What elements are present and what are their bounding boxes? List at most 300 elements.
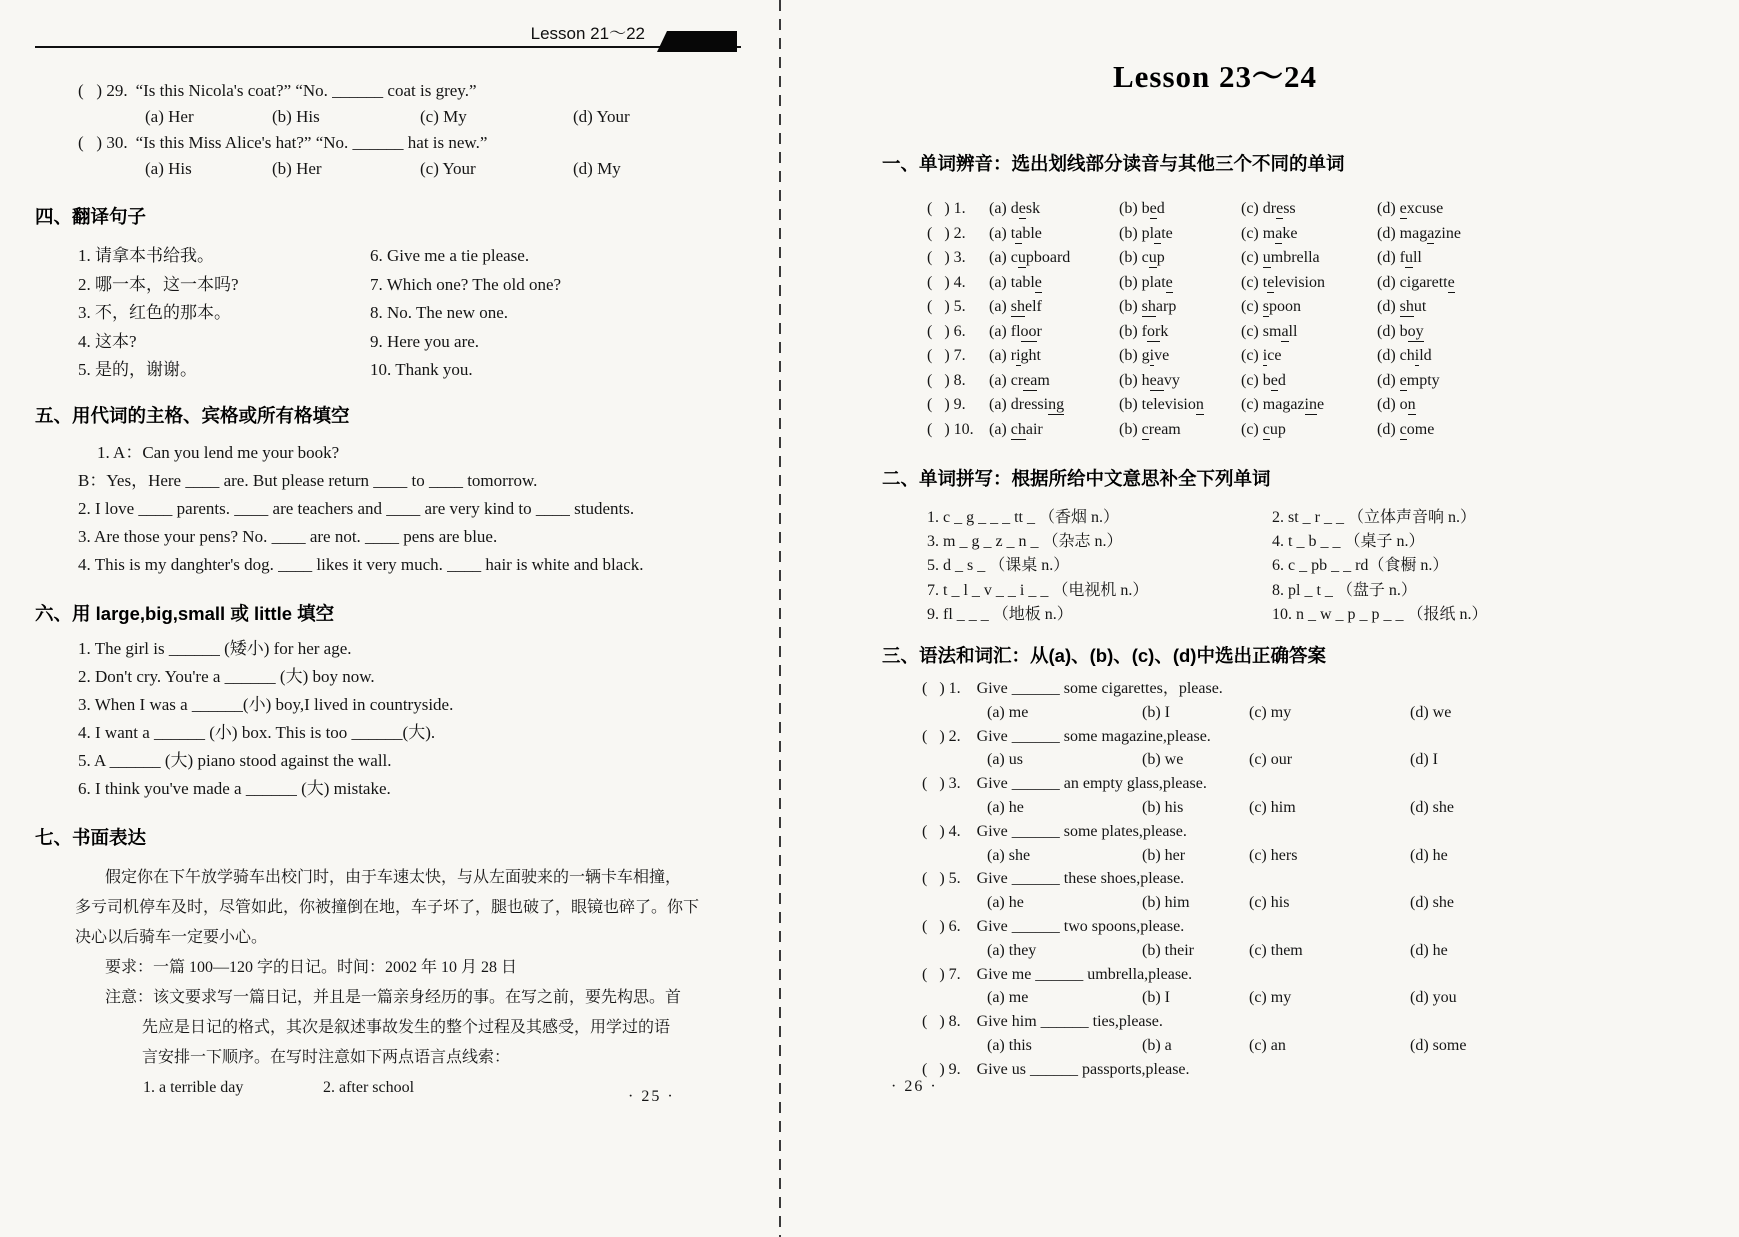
word-underlined-part: a <box>1427 224 1435 242</box>
word-pre: tabl <box>1010 273 1035 291</box>
word-underlined-part: u <box>1148 249 1157 266</box>
page-number-right: · 26 · <box>891 1078 938 1095</box>
grammar-question-stem <box>882 915 1730 939</box>
option-label: (b) <box>1119 249 1138 266</box>
option-a <box>989 369 1119 394</box>
answer-blank-parens: ( ) 7. <box>922 965 961 983</box>
word-pre: f <box>1141 322 1147 340</box>
grammar-question-stem <box>882 1058 1730 1082</box>
mc-options-row <box>35 156 741 182</box>
word-post: k <box>1160 322 1169 340</box>
word-underlined-part: ng <box>1048 396 1065 413</box>
section-title-writing: 七、书面表达 <box>35 826 147 848</box>
option-c: (c) hers <box>1249 846 1298 864</box>
word-post: ke <box>1282 224 1298 242</box>
grammar-options-row <box>882 986 1730 1010</box>
grammar-question-stem <box>882 772 1730 796</box>
option-label: (d) <box>1377 249 1396 266</box>
word-post: r <box>1036 322 1042 340</box>
right-page <box>882 55 1730 1082</box>
option-label: (c) <box>1241 200 1259 217</box>
word-pre: m <box>1262 224 1276 242</box>
option-b: (b) I <box>1142 703 1170 721</box>
translation-item-right: 8. No. The new one. <box>370 303 509 322</box>
answer-blank-parens: ( ) 9. <box>927 396 966 413</box>
grammar-question-list <box>882 677 1730 1082</box>
spelling-item-left: 9. fl _ _ _ （地板 n.） <box>927 605 1073 623</box>
grammar-question <box>882 1058 1730 1082</box>
word-underlined-part: u <box>1404 249 1413 266</box>
multiple-choice-block <box>35 78 741 182</box>
spelling-item-right: 4. t _ b _ _ （桌子 n.） <box>1272 533 1425 551</box>
option-a <box>989 295 1119 320</box>
option-label: (b) <box>1119 273 1138 291</box>
translation-item-left: 3. 不，红色的那本。 <box>78 303 231 322</box>
grammar-stem-text: Give ______ some plates,please. <box>976 822 1187 840</box>
spelling-item-right: 10. n _ w _ p _ p _ _ （报纸 n.） <box>1272 605 1488 623</box>
word-post: air <box>1025 420 1043 438</box>
word-underlined-part: i <box>1414 347 1420 364</box>
option-d <box>1377 320 1730 345</box>
translation-item-left: 1. 请拿本书给我。 <box>78 246 214 265</box>
option-a: (a) they <box>987 941 1037 959</box>
option-c: (c) our <box>1249 751 1293 769</box>
mc-question-stem <box>35 78 741 104</box>
option-c <box>1241 418 1377 443</box>
writing-task <box>35 863 741 1103</box>
option-c <box>1241 369 1377 394</box>
word-post: d <box>1277 371 1286 389</box>
translation-row <box>35 271 741 300</box>
word-pre: mag <box>1399 224 1428 242</box>
answer-blank-parens: ( ) 2. <box>922 727 961 745</box>
word-pre: t <box>1262 273 1268 291</box>
translation-list <box>35 242 741 385</box>
grammar-stem-text: Give ______ two spoons,please. <box>976 917 1185 935</box>
option-c <box>1241 271 1377 296</box>
translation-row <box>35 299 741 328</box>
grammar-options-row <box>882 844 1730 868</box>
spelling-item-left: 3. m _ g _ z _ n _ （杂志 n.） <box>927 533 1123 551</box>
spelling-item-left: 5. d _ s _ （课桌 n.） <box>927 557 1070 575</box>
word-underlined-part: a <box>1015 224 1023 242</box>
word-underlined-part: e <box>1270 371 1278 389</box>
page-title-lesson: Lesson 23～24 <box>1112 59 1318 94</box>
writing-note-line: 注意：该文要求写一篇日记，并且是一篇亲身经历的事。在写之前，要先构思。首 <box>105 988 682 1006</box>
section-title-phonetics: 一、单词辨音：选出划线部分读音与其他三个不同的单词 <box>882 153 1345 174</box>
fill-blank-line: 4. I want a ______ (小) box. This is too ______(大). <box>78 722 436 742</box>
fill-blank-line: 3. Are those your pens? No. ____ are not. ____ pens are blue. <box>78 526 498 546</box>
word-underlined-part: a <box>1275 224 1283 242</box>
option-a: (a) Her <box>145 107 194 126</box>
grammar-stem-text: Give ______ an empty glass,please. <box>976 775 1207 793</box>
option-label: (c) <box>1241 371 1259 389</box>
option-d <box>1377 222 1730 247</box>
answer-blank-parens: ( ) 4. <box>922 822 961 840</box>
left-page <box>35 18 741 1103</box>
word-pre: f <box>1399 249 1405 266</box>
option-c <box>1241 295 1377 320</box>
grammar-options-row <box>882 748 1730 772</box>
option-d: (d) Your <box>573 107 630 126</box>
spelling-item-right: 8. pl _ t _ （盘子 n.） <box>1272 581 1417 599</box>
option-label: (c) <box>1241 224 1259 242</box>
word-post: ve <box>1154 347 1170 364</box>
option-a <box>989 320 1119 345</box>
grammar-options-row <box>882 939 1730 963</box>
word-pre: b <box>1399 322 1408 340</box>
word-pre: magaz <box>1262 396 1305 413</box>
option-b: (b) I <box>1142 989 1170 1007</box>
fill-blank-line: 5. A ______ (大) piano stood against the wall. <box>78 750 392 770</box>
word-underlined-part: i <box>1262 347 1268 364</box>
option-b: (b) his <box>1142 799 1184 816</box>
word-underlined-part: ea <box>1023 371 1038 389</box>
word-post: mbrella <box>1270 249 1320 266</box>
option-b: (b) her <box>1142 846 1186 864</box>
word-underlined-part: e <box>1276 200 1284 217</box>
writing-note-line: 言安排一下顺序。在写时注意如下两点语言点线索： <box>142 1048 511 1066</box>
spelling-row <box>882 579 1730 603</box>
word-underlined-part: i <box>1016 347 1021 364</box>
word-underlined-part: e <box>1018 200 1026 217</box>
answer-blank-parens: ( ) 8. <box>927 371 966 389</box>
option-d <box>1377 197 1730 222</box>
grammar-stem-text: Give ______ some magazine,please. <box>976 727 1211 745</box>
option-label: (a) <box>989 249 1007 266</box>
option-label: (b) <box>1119 347 1138 364</box>
fill-blank-line: B：Yes，Here ____ are. But please return ____ to ____ tomorrow. <box>78 470 538 490</box>
left-page-header <box>35 18 741 48</box>
option-label: (a) <box>989 371 1007 389</box>
word-post: p <box>1156 249 1165 266</box>
word-post: m <box>1037 371 1050 389</box>
option-label: (c) <box>1241 249 1259 266</box>
word-underlined-part: sh <box>1399 298 1414 315</box>
word-underlined-part: e <box>1165 273 1173 291</box>
fill-blank-line: 1. The girl is ______ (矮小) for her age. <box>78 638 352 658</box>
word-post: ome <box>1406 420 1435 438</box>
grammar-question <box>882 772 1730 820</box>
phonetics-row <box>882 344 1730 369</box>
mc-options-row <box>35 104 741 130</box>
word-underlined-part: oy <box>1407 322 1424 340</box>
option-a: (a) us <box>987 751 1023 769</box>
word-pre: h <box>1141 371 1150 389</box>
option-a: (a) she <box>987 846 1031 864</box>
answer-blank-parens: ( ) 9. <box>922 1060 961 1078</box>
option-b: (b) him <box>1142 894 1190 912</box>
word-underlined-part: u <box>1262 249 1271 266</box>
phonetics-row <box>882 369 1730 394</box>
option-label: (d) <box>1377 420 1396 438</box>
fill-blank-line: 6. I think you've made a ______ (大) mistake. <box>78 778 391 798</box>
option-b <box>1119 271 1241 296</box>
writing-para-line: 多亏司机停车及时，尽管如此，你被撞倒在地，车子坏了，腿也破了，眼镜也碎了。你下 <box>75 898 700 916</box>
phonetics-row <box>882 320 1730 345</box>
option-label: (d) <box>1377 273 1396 291</box>
option-a: (a) me <box>987 703 1029 721</box>
option-c: (c) my <box>1249 989 1292 1007</box>
option-label: (c) <box>1241 298 1259 315</box>
option-b: (b) Her <box>272 159 322 178</box>
answer-blank-parens: ( ) 2. <box>927 224 966 242</box>
word-underlined-part: c <box>1262 420 1270 438</box>
word-underlined-part: e <box>1399 200 1407 217</box>
answer-blank-parens: ( ) 1. <box>927 200 966 217</box>
option-a: (a) this <box>987 1036 1032 1054</box>
option-label: (a) <box>989 322 1007 340</box>
option-a <box>989 271 1119 296</box>
answer-blank-parens: ( ) 1. <box>922 680 961 698</box>
option-d <box>1377 271 1730 296</box>
answer-blank-parens: ( ) 10. <box>927 420 974 438</box>
option-c: (c) Your <box>420 159 476 178</box>
option-label: (a) <box>989 298 1007 315</box>
option-label: (b) <box>1119 420 1138 438</box>
word-underlined-part: or <box>1146 322 1161 340</box>
option-b <box>1119 418 1241 443</box>
phonetics-row <box>882 418 1730 443</box>
word-pre: t <box>1010 224 1016 242</box>
running-head-lesson: Lesson 21～22 <box>530 24 645 43</box>
option-c: (c) them <box>1249 941 1303 959</box>
section-title-translate: 四、翻译句子 <box>35 206 147 227</box>
spelling-list <box>882 506 1730 627</box>
spelling-row <box>882 506 1730 530</box>
word-post: up <box>1269 420 1286 438</box>
translation-row <box>35 242 741 271</box>
phonetics-row <box>882 222 1730 247</box>
writing-para-line: 决心以后骑车一定要小心。 <box>75 928 268 946</box>
grammar-question-stem <box>882 1010 1730 1034</box>
option-c <box>1241 246 1377 271</box>
word-post: zine <box>1434 224 1461 242</box>
spelling-row <box>882 554 1730 578</box>
phonetics-row <box>882 393 1730 418</box>
option-d: (d) My <box>573 159 621 178</box>
writing-para-line: 假定你在下午放学骑车出校门时，由于车速太快，与从左面驶来的一辆卡车相撞， <box>105 868 682 886</box>
option-b <box>1119 295 1241 320</box>
word-underlined-part: sh <box>1010 298 1025 315</box>
option-label: (a) <box>989 273 1007 291</box>
option-a <box>989 246 1119 271</box>
word-pre: ch <box>1399 347 1415 364</box>
grammar-question-stem <box>882 820 1730 844</box>
option-d: (d) he <box>1410 846 1448 864</box>
option-label: (a) <box>989 224 1007 242</box>
option-label: (b) <box>1119 200 1138 217</box>
section-title-grammar: 三、语法和词汇：从(a)、(b)、(c)、(d)中选出正确答案 <box>882 645 1326 667</box>
word-underlined-part: a <box>1281 322 1289 340</box>
word-post: xcuse <box>1406 200 1444 217</box>
grammar-stem-text: Give him ______ ties,please. <box>976 1013 1163 1031</box>
answer-blank-parens: ( ) 5. <box>927 298 966 315</box>
writing-hint-2: 2. after school <box>323 1078 415 1096</box>
option-d <box>1377 418 1730 443</box>
option-a <box>989 222 1119 247</box>
option-d: (d) some <box>1410 1036 1467 1054</box>
grammar-question-stem <box>882 677 1730 701</box>
word-pre: dressi <box>1010 396 1049 413</box>
mc-stem-text: “Is this Nicola's coat?” “No. ______ coat is grey.” <box>135 81 477 100</box>
option-d <box>1377 369 1730 394</box>
spelling-item-right: 2. st _ r _ _ （立体声音响 n.） <box>1272 509 1477 526</box>
writing-hint-1: 1. a terrible day <box>143 1078 244 1096</box>
phonetics-row <box>882 197 1730 222</box>
word-pre: televisio <box>1141 396 1196 413</box>
word-underlined-part: u <box>1017 249 1026 266</box>
word-underlined-part: in <box>1304 396 1317 413</box>
option-label: (d) <box>1377 371 1396 389</box>
word-underlined-part: e <box>1399 371 1407 389</box>
word-underlined-part: e <box>1447 273 1455 291</box>
grammar-question <box>882 915 1730 963</box>
answer-blank-parens: ( ) 30. <box>78 133 128 152</box>
word-underlined-part: c <box>1399 420 1407 438</box>
pronoun-fill-list <box>35 439 741 579</box>
option-d: (d) I <box>1410 751 1438 769</box>
grammar-question-stem <box>882 963 1730 987</box>
option-label: (a) <box>989 347 1007 364</box>
option-c <box>1241 344 1377 369</box>
option-label: (c) <box>1241 322 1259 340</box>
answer-blank-parens: ( ) 29. <box>78 81 128 100</box>
section-title-pronouns: 五、用代词的主格、宾格或所有格填空 <box>35 404 350 426</box>
word-pre: sm <box>1262 322 1282 340</box>
word-pre: dr <box>1262 200 1277 217</box>
option-c <box>1241 393 1377 418</box>
answer-blank-parens: ( ) 4. <box>927 273 966 291</box>
word-pre: r <box>1010 347 1017 364</box>
phonetics-table <box>882 197 1730 442</box>
word-pre: cigarett <box>1399 273 1448 291</box>
word-underlined-part: sh <box>1141 298 1156 315</box>
option-label: (b) <box>1119 224 1138 242</box>
writing-requirement: 要求：一篇 100—120 字的日记。时间：2002 年 10 月 28 日 <box>105 958 518 976</box>
option-c: (c) an <box>1249 1036 1286 1054</box>
option-b: (b) their <box>1142 941 1194 959</box>
mc-question <box>35 78 741 130</box>
option-c <box>1241 222 1377 247</box>
mc-question-stem <box>35 130 741 156</box>
option-b <box>1119 344 1241 369</box>
answer-blank-parens: ( ) 3. <box>927 249 966 266</box>
word-pre: b <box>1141 200 1150 217</box>
word-underlined-part: e <box>1267 273 1275 291</box>
spelling-item-left: 7. t _ l _ v _ _ i _ _ （电视机 n.） <box>927 581 1149 599</box>
option-a <box>989 418 1119 443</box>
large-small-fill-list <box>35 635 741 803</box>
word-post: ream <box>1148 420 1181 438</box>
page-divider-dashed <box>779 0 781 1237</box>
word-post: ld <box>1419 347 1432 364</box>
grammar-stem-text: Give me ______ umbrella,please. <box>976 965 1193 983</box>
word-post: arp <box>1155 298 1177 315</box>
option-c: (c) his <box>1249 894 1290 912</box>
word-post: vy <box>1163 371 1180 389</box>
option-label: (d) <box>1377 224 1396 242</box>
option-a <box>989 197 1119 222</box>
word-post: ss <box>1283 200 1296 217</box>
word-pre: g <box>1141 347 1150 364</box>
option-b <box>1119 246 1241 271</box>
option-label: (b) <box>1119 298 1138 315</box>
word-underlined-part: oo <box>1020 322 1037 340</box>
answer-blank-parens: ( ) 6. <box>927 322 966 340</box>
option-d: (d) you <box>1410 989 1457 1007</box>
option-label: (c) <box>1241 273 1259 291</box>
translation-item-left: 2. 哪一本，这一本吗? <box>78 274 239 294</box>
phonetics-row <box>882 246 1730 271</box>
option-d <box>1377 295 1730 320</box>
option-a: (a) he <box>987 799 1024 816</box>
option-label: (b) <box>1119 371 1138 389</box>
section-title-large-small: 六、用 large,big,small 或 little 填空 <box>35 602 335 624</box>
option-c: (c) him <box>1249 799 1296 816</box>
option-c <box>1241 320 1377 345</box>
word-post: d <box>1156 200 1165 217</box>
translation-item-right: 6. Give me a tie please. <box>370 246 530 265</box>
grammar-options-row <box>882 891 1730 915</box>
option-label: (d) <box>1377 200 1396 217</box>
option-label: (b) <box>1119 396 1138 413</box>
grammar-question <box>882 963 1730 1011</box>
answer-blank-parens: ( ) 7. <box>927 347 966 364</box>
option-label: (a) <box>989 396 1007 413</box>
word-post: ble <box>1022 224 1042 242</box>
option-label: (d) <box>1377 322 1396 340</box>
option-a: (a) me <box>987 989 1029 1007</box>
fill-blank-line: 3. When I was a ______(小) boy,I lived in countryside. <box>78 694 454 714</box>
option-d <box>1377 393 1730 418</box>
grammar-question-stem <box>882 725 1730 749</box>
word-pre: o <box>1399 396 1408 413</box>
option-a <box>989 393 1119 418</box>
grammar-question <box>882 820 1730 868</box>
option-label: (c) <box>1241 420 1259 438</box>
word-underlined-part: e <box>1149 200 1157 217</box>
option-b <box>1119 222 1241 247</box>
section-title-spelling: 二、单词拼写：根据所给中文意思补全下列单词 <box>882 468 1271 489</box>
translation-item-right: 7. Which one? The old one? <box>370 274 562 294</box>
option-d: (d) she <box>1410 799 1454 816</box>
option-d <box>1377 344 1730 369</box>
translation-item-left: 4. 这本? <box>78 331 137 351</box>
word-underlined-part: ea <box>1149 371 1164 389</box>
option-d: (d) she <box>1410 894 1454 912</box>
option-b: (b) His <box>272 107 320 126</box>
word-post: levision <box>1274 273 1325 291</box>
option-d: (d) he <box>1410 941 1448 959</box>
answer-blank-parens: ( ) 8. <box>922 1013 961 1031</box>
word-underlined-part: n <box>1407 396 1416 413</box>
word-post: ut <box>1413 298 1427 315</box>
writing-note-line: 先应是日记的格式，其次是叙述事故发生的整个过程及其感受，用学过的语 <box>142 1018 671 1036</box>
word-underlined-part: s <box>1262 298 1269 315</box>
grammar-question <box>882 677 1730 725</box>
spelling-row <box>882 603 1730 627</box>
option-d <box>1377 246 1730 271</box>
option-b <box>1119 320 1241 345</box>
word-underlined-part: c <box>1141 420 1149 438</box>
option-b <box>1119 369 1241 394</box>
word-post: te <box>1161 224 1173 242</box>
grammar-question-stem <box>882 867 1730 891</box>
word-post: sk <box>1025 200 1041 217</box>
word-underlined-part: a <box>1154 224 1162 242</box>
word-underlined-part: i <box>1149 347 1155 364</box>
